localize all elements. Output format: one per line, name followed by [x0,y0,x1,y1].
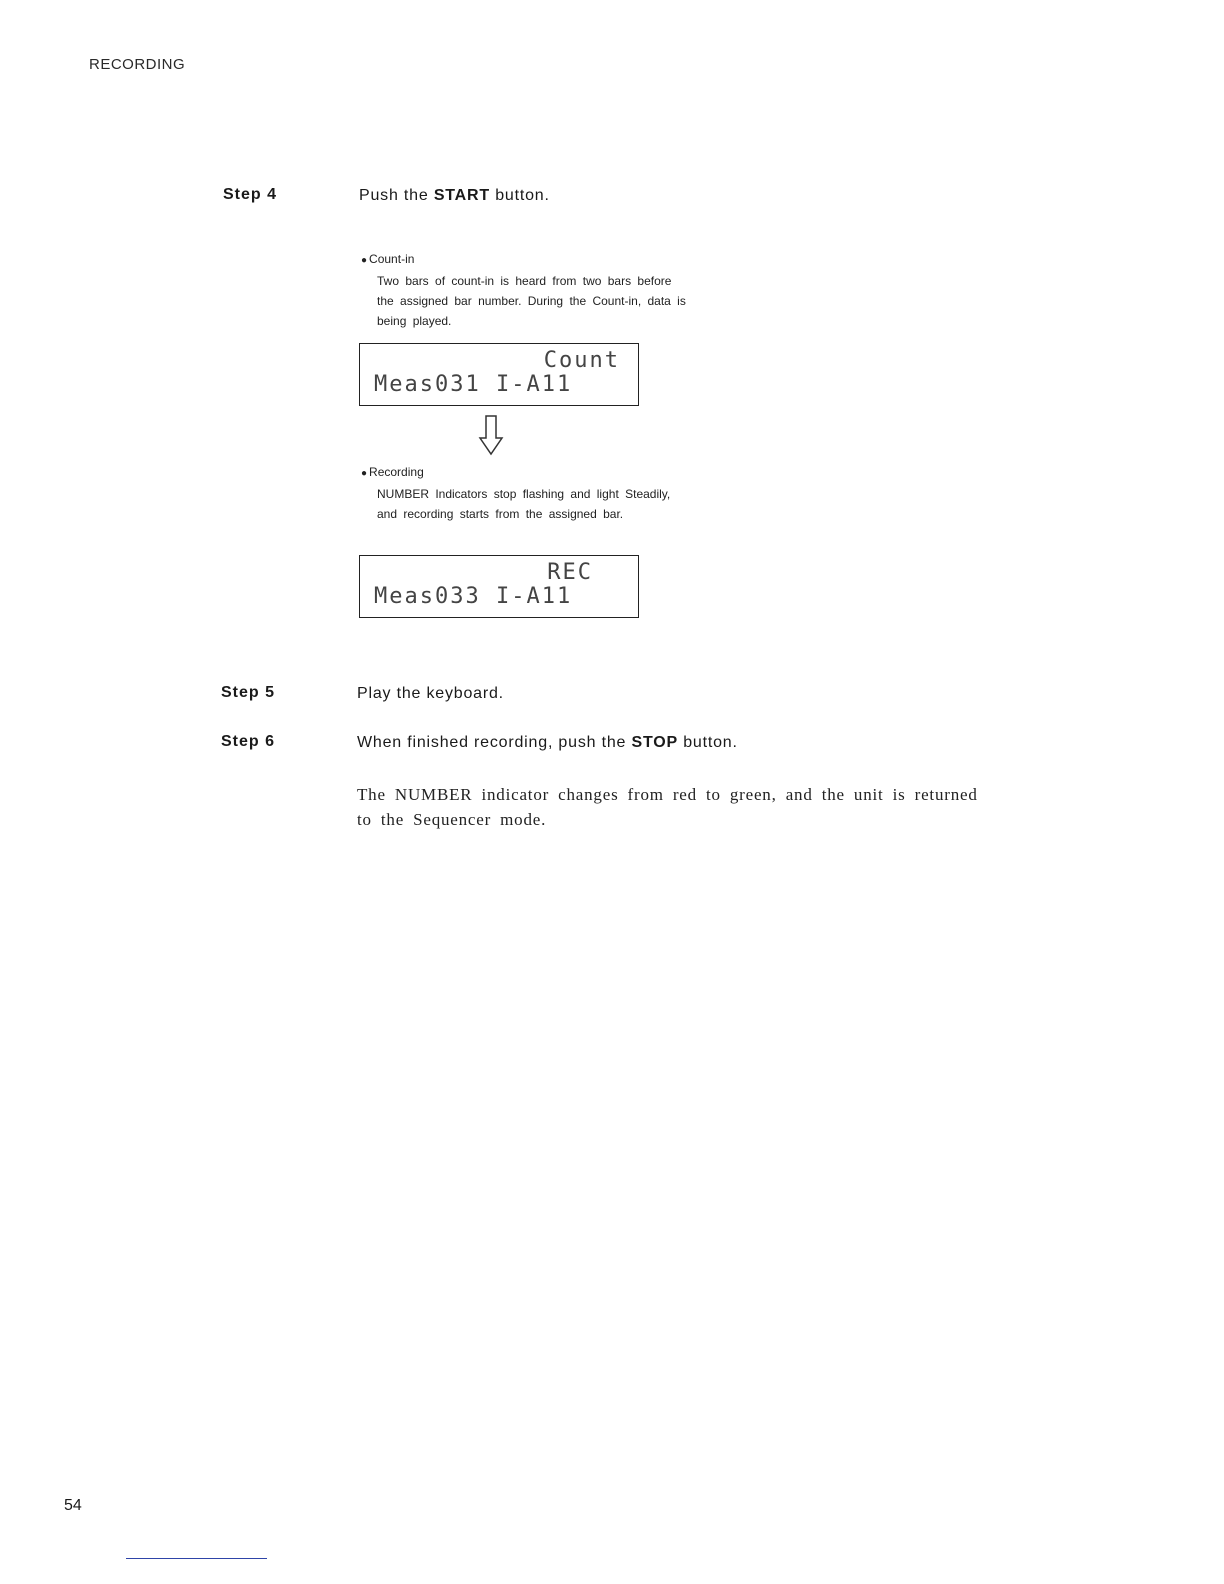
step-6-label: Step 6 [221,733,276,750]
step-6-instruction: When finished recording, push the STOP button. [357,734,738,751]
lcd-count-line2: Meas031 I-A11 [374,372,573,397]
footer-rule [126,1558,267,1559]
step-4-label: Step 4 [223,186,278,203]
lcd-rec-line1: REC [547,560,593,585]
count-in-title: ● Count-in [361,249,691,271]
count-in-note [361,249,691,331]
stop-button-name: STOP [631,734,678,751]
recording-note [361,462,691,524]
step-5-instruction: Play the keyboard. [357,685,504,702]
start-button-name: START [433,187,490,204]
step-6-paragraph: The NUMBER indicator changes from red to green, and the unit is returned to the Sequencer mode. [357,785,978,829]
recording-title: ● Recording [361,462,691,484]
step-4-instruction: Push the START button. [359,187,550,204]
down-arrow-icon [478,414,504,456]
lcd-count-line1: Count [543,348,620,373]
step-5-label: Step 5 [221,684,276,701]
lcd-display-count [359,343,639,406]
section-header: RECORDING [89,56,186,73]
recording-body: NUMBER Indicators stop flashing and light Steadily, and recording starts from the assigned bar. [377,487,671,521]
lcd-display-rec [359,555,639,618]
lcd-rec-line2: Meas033 I-A11 [374,584,573,609]
page-number: 54 [64,1497,82,1514]
count-in-body: Two bars of count-in is heard from two bars before the assigned bar number. During the Count-in, data is being played. [377,274,686,328]
